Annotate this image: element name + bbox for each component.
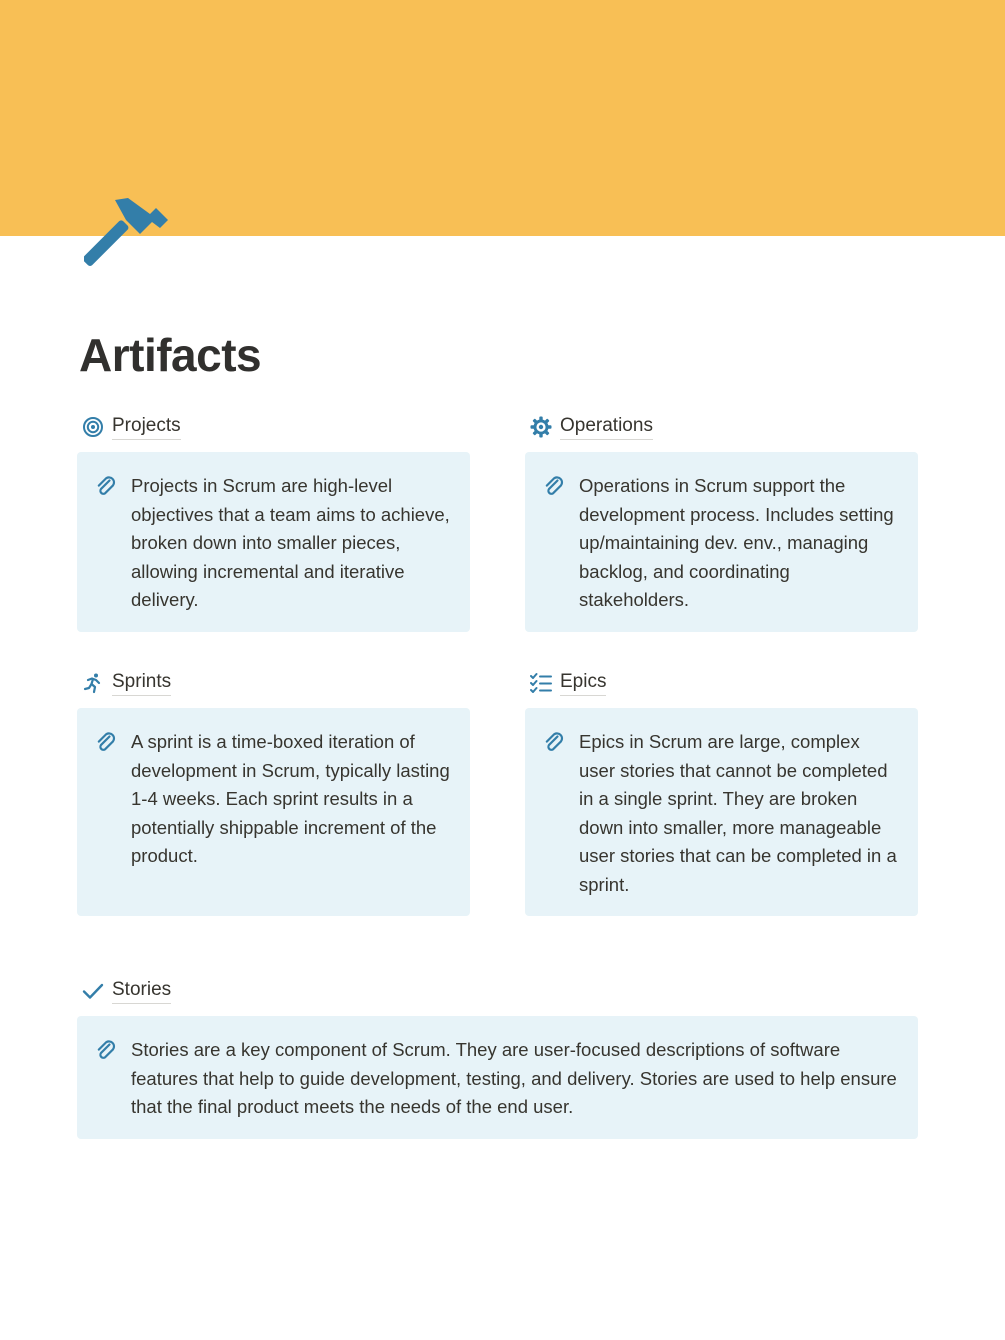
paperclip-icon (94, 1039, 118, 1063)
callout-text: A sprint is a time-boxed iteration of development in Scrum, typically lasting 1-4 weeks. Each sprint results in a potentially shippable increment of the product. (131, 731, 450, 866)
callout-operations (525, 452, 918, 632)
section-sprints (82, 668, 171, 698)
page-title: Artifacts (79, 329, 262, 381)
paperclip-icon (94, 475, 118, 499)
hammer-icon[interactable] (84, 192, 172, 274)
callout-text: Stories are a key component of Scrum. They are user-focused descriptions of software features that help to guide development, testing, and delivery. Stories are used to help ensure that the final product meets the needs of the end user. (131, 1039, 897, 1117)
section-link-stories[interactable]: Stories (112, 978, 171, 1004)
runner-icon (82, 672, 104, 694)
paperclip-icon (94, 731, 118, 755)
checkmark-icon (82, 980, 104, 1002)
callout-stories (77, 1016, 918, 1139)
paperclip-icon (542, 731, 566, 755)
checklist-icon (530, 672, 552, 694)
section-operations (530, 412, 653, 442)
section-epics (530, 668, 606, 698)
callout-projects (77, 452, 470, 632)
section-projects (82, 412, 181, 442)
section-link-operations[interactable]: Operations (560, 414, 653, 440)
section-link-sprints[interactable]: Sprints (112, 670, 171, 696)
callout-epics (525, 708, 918, 916)
section-stories (82, 976, 171, 1006)
callout-text: Projects in Scrum are high-level objectives that a team aims to achieve, broken down into smaller pieces, allowing incremental and iterative delivery. (131, 475, 450, 610)
section-link-epics[interactable]: Epics (560, 670, 606, 696)
target-icon (82, 416, 104, 438)
paperclip-icon (542, 475, 566, 499)
callout-text: Operations in Scrum support the development process. Includes setting up/maintaining dev. env., managing backlog, and coordinating stakeholders. (579, 475, 894, 610)
callout-text: Epics in Scrum are large, complex user stories that cannot be completed in a single sprint. They are broken down into smaller, more manageable user stories that can be completed in a sprint. (579, 731, 897, 895)
gear-icon (530, 416, 552, 438)
section-link-projects[interactable]: Projects (112, 414, 181, 440)
callout-sprints (77, 708, 470, 916)
